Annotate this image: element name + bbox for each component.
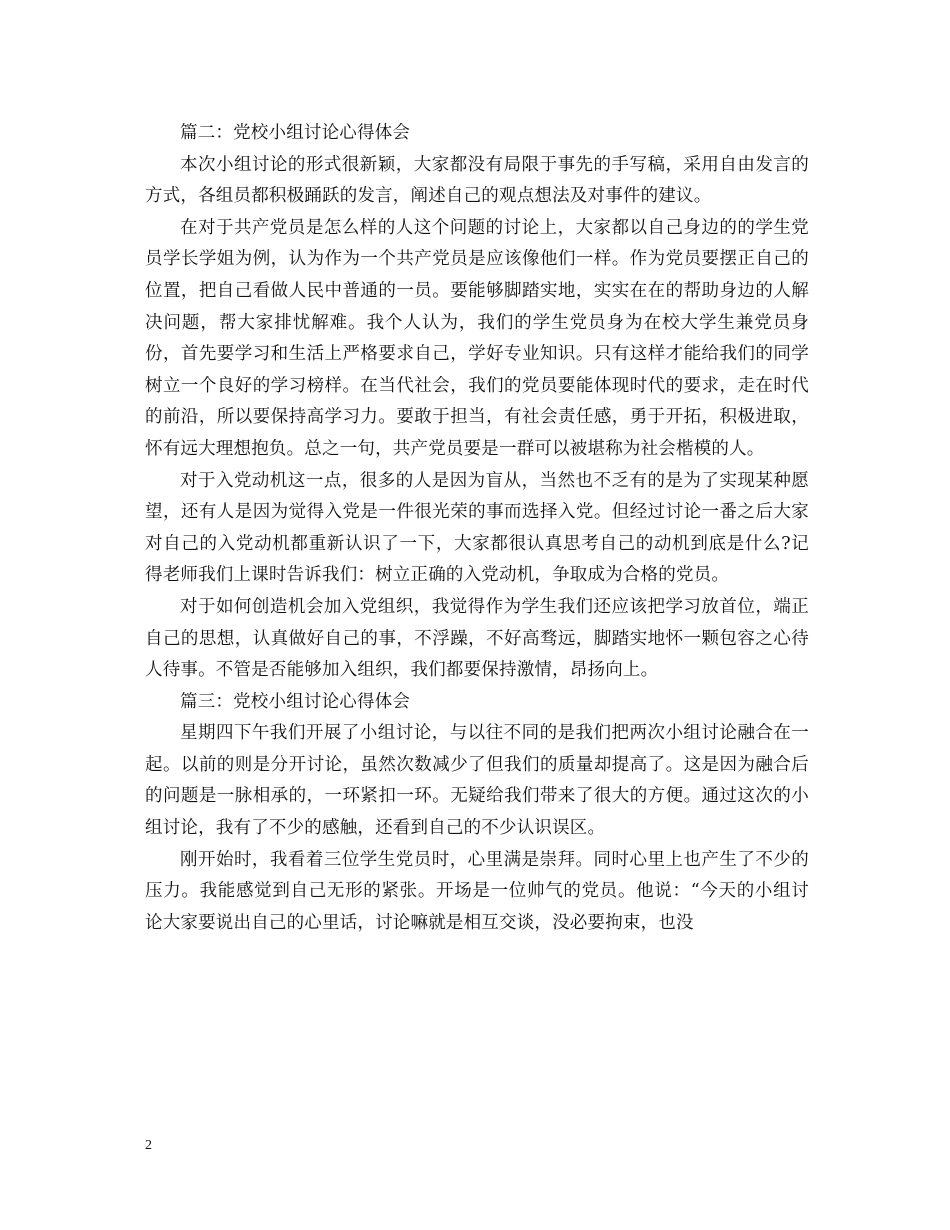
document-body [145, 118, 809, 939]
section-heading-2: 篇二：党校小组讨论心得体会 [180, 123, 411, 143]
body-paragraph: 在对于共产党员是怎么样的人这个问题的讨论上，大家都以自己身边的的学生党员学长学姐为例，认为作为一个共产党员是应该像他们一样。作为党员要摆正自己的位置，把自己看做人民中普通的一员。要能够脚踏实地，实实在在的帮助身边的人解决问题，帮大家排忧解难。我个人认为，我们的学生党员身为在校大学生兼党员身份，首先要学习和生活上严格要求自己，学好专业知识。只有这样才能给我们的同学树立一个良好的学习榜样。在当代社会，我们的党员要能体现时代的要求，走在时代的前沿，所以要保持高学习力。要敢于担当，有社会责任感，勇于开拓，积极进取，怀有远大理想抱负。总之一句，共产党员要是一群可以被堪称为社会楷模的人。 [145, 217, 809, 459]
body-paragraph: 本次小组讨论的形式很新颖，大家都没有局限于事先的手写稿，采用自由发言的方式，各组员都积极踊跃的发言，阐述自己的观点想法及对事件的建议。 [145, 154, 809, 207]
body-paragraph: 对于入党动机这一点，很多的人是因为盲从，当然也不乏有的是为了实现某种愿望，还有人是因为觉得入党是一件很光荣的事而选择入党。但经过讨论一番之后大家对自己的入党动机都重新认识了一下，大家都很认真思考自己的动机到底是什么?记得老师我们上课时告诉我们：树立正确的入党动机，争取成为合格的党员。 [145, 470, 809, 586]
section-heading-3: 篇三：党校小组讨论心得体会 [180, 691, 411, 712]
body-paragraph: 刚开始时，我看着三位学生党员时，心里满是崇拜。同时心里上也产生了不少的压力。我能感觉到自己无形的紧张。开场是一位帅气的党员。他说：“今天的小组讨论大家要说出自己的心里话，讨论嘛就是相互交谈，没必要拘束，也没 [145, 849, 809, 933]
body-paragraph: 对于如何创造机会加入党组织，我觉得作为学生我们还应该把学习放首位，端正自己的思想，认真做好自己的事，不浮躁，不好高骛远，脚踏实地怀一颗包容之心待人待事。不管是否能够加入组织，我们都要保持激情，昂扬向上。 [145, 596, 809, 681]
body-paragraph: 星期四下午我们开展了小组讨论，与以往不同的是我们把两次小组讨论融合在一起。以前的则是分开讨论，虽然次数减少了但我们的质量却提高了。这是因为融合后的问题是一脉相承的，一环紧扣一环。无疑给我们带来了很大的方便。通过这次的小组讨论，我有了不少的感触，还看到自己的不少认识误区。 [145, 723, 809, 839]
page-number: 2 [145, 1138, 152, 1153]
